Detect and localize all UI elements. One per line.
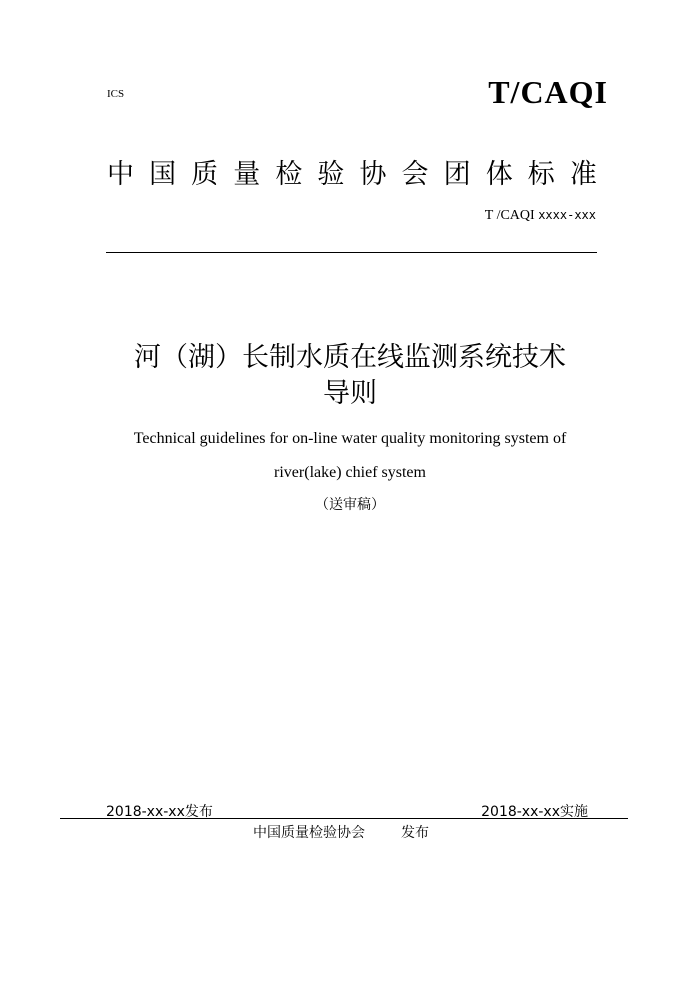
org-title [107, 152, 597, 191]
org-title-char: 体 [485, 159, 513, 190]
english-title-line-2: river(lake) chief system [274, 464, 426, 481]
publish-date: 2018-xx-xx发布 [106, 804, 213, 820]
publish-label: 发布 [401, 825, 429, 841]
publisher-line [253, 822, 429, 842]
org-title-char: 检 [275, 159, 303, 190]
standard-number-code: xxxx-xxx [538, 208, 596, 222]
org-title-char: 中 [107, 159, 134, 190]
english-title-line-1: Technical guidelines for on-line water quality monitoring system of [133, 430, 567, 447]
org-title-char: 团 [443, 159, 471, 190]
footer-divider [60, 818, 628, 819]
implement-date: 2018-xx-xx实施 [481, 804, 588, 820]
english-title [80, 422, 620, 490]
org-title-char: 国 [149, 159, 177, 190]
publisher-name: 中国质量检验协会 [253, 825, 365, 841]
org-title-char: 准 [569, 159, 597, 190]
org-title-char: 标 [527, 159, 555, 190]
chinese-title-line-2: 导则 [323, 378, 377, 409]
header-divider [106, 252, 597, 253]
chinese-title-line-1: 河（湖）长制水质在线监测系统技术 [134, 342, 566, 373]
org-title-char: 验 [317, 159, 345, 190]
standard-number-prefix: T /CAQI [484, 208, 535, 223]
draft-note: （送审稿） [315, 497, 385, 513]
org-title-char: 会 [401, 159, 429, 190]
chinese-title [100, 340, 600, 412]
org-title-char: 量 [233, 159, 261, 190]
org-title-char: 质 [191, 159, 219, 190]
standard-number [485, 208, 596, 224]
brand-logo-text: T/CAQI [488, 74, 608, 110]
org-title-char: 协 [359, 159, 387, 190]
ics-label: ICS [107, 88, 125, 100]
